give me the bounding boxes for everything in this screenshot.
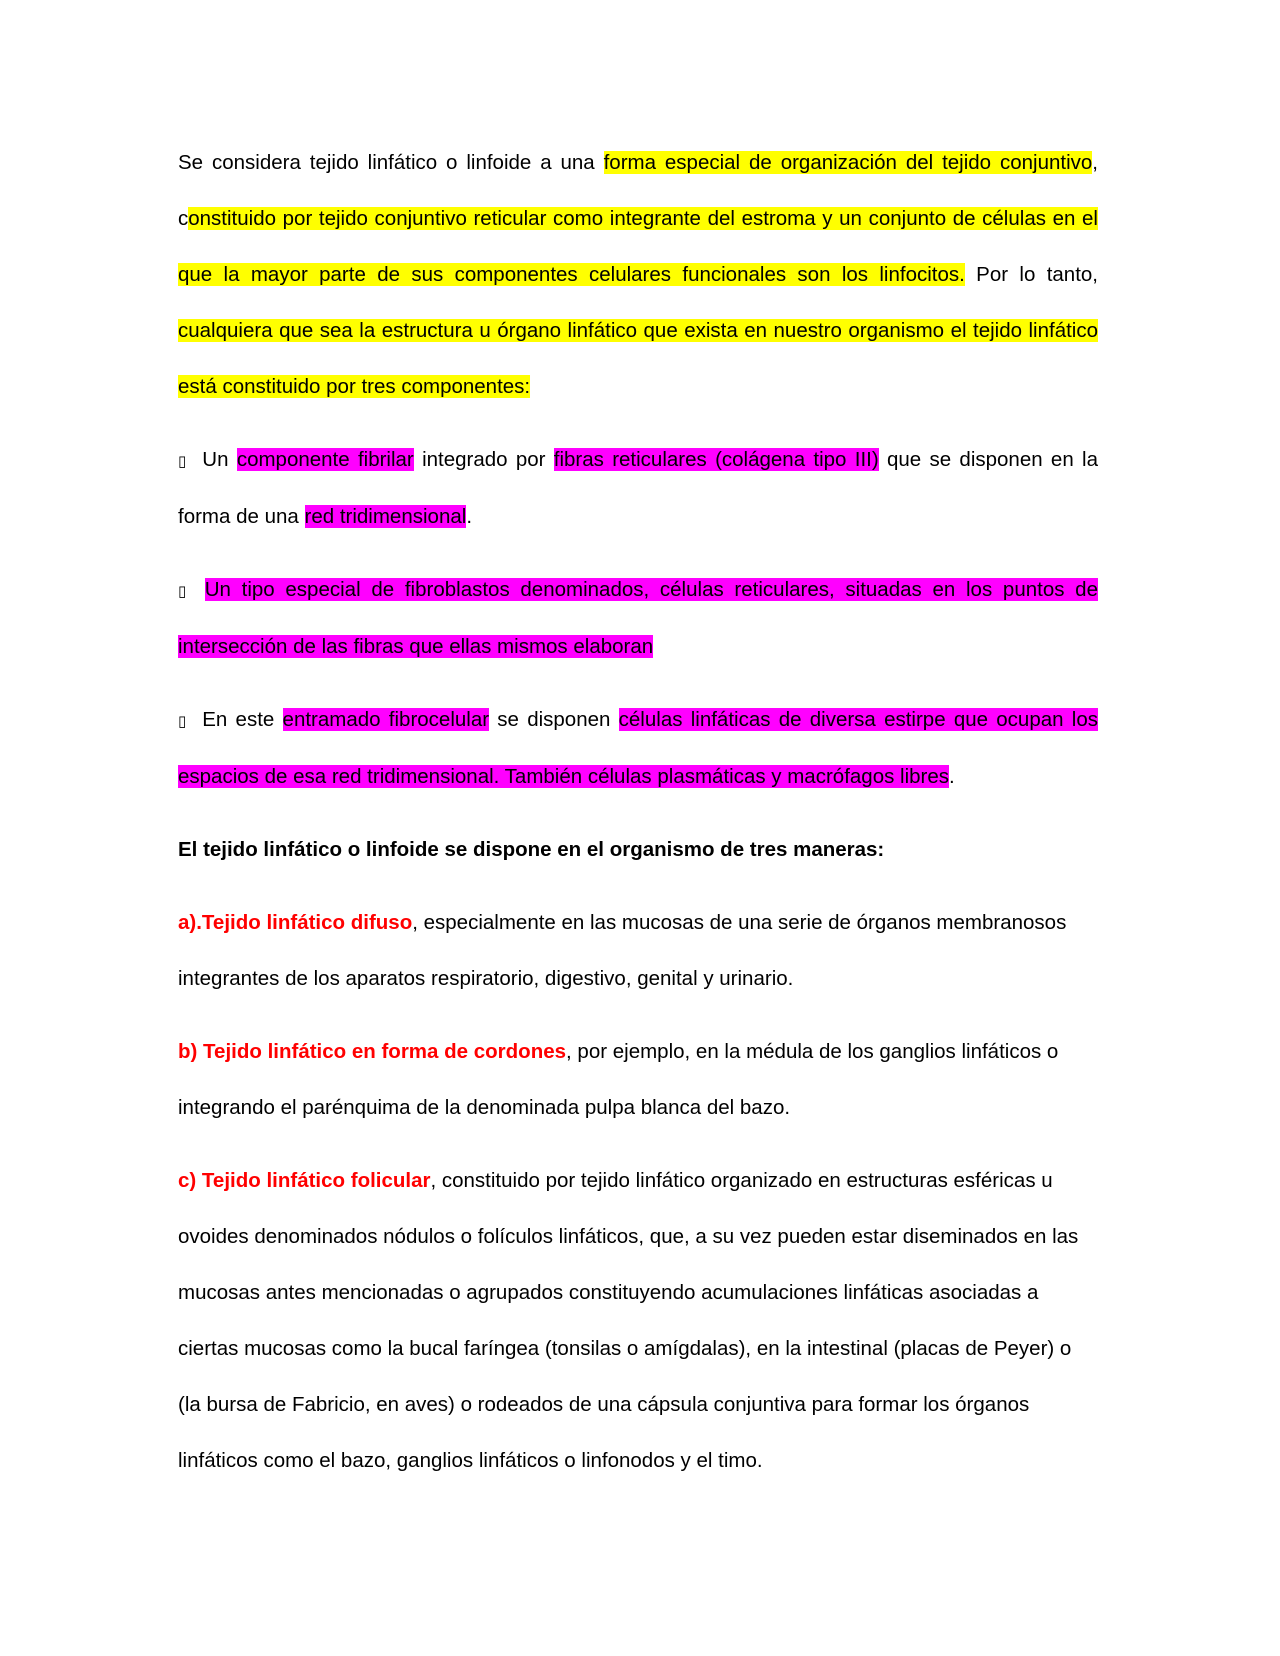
bullet3-text-1: En este (194, 708, 283, 731)
intro-highlight-3: cualquiera que sea la estructura u órgano linfático que exista en nuestro organismo el tejido linfático está constituido por tres componentes: (178, 319, 1098, 398)
item-c-paragraph (178, 1153, 1098, 1489)
bullet-icon: ▯ (178, 452, 187, 470)
bullet-paragraph-3 (178, 692, 1098, 805)
bullet1-text-4: . (466, 505, 473, 528)
item-b-text: , por ejemplo, en la médula de los ganglios linfáticos o integrando el parénquima de la denominada pulpa blanca del bazo. (178, 1040, 1059, 1119)
bullet1-text-2: integrado por (413, 448, 554, 471)
document-page (178, 135, 1098, 1506)
bullet3-highlight-1: entramado fibrocelular (282, 708, 490, 731)
intro-text-3: Por lo tanto, (964, 263, 1098, 286)
intro-text-2: , c (178, 151, 1098, 230)
item-c-label: c) Tejido linfático folicular (178, 1169, 431, 1192)
bullet-icon: ▯ (178, 712, 187, 730)
bullet-paragraph-1 (178, 432, 1098, 545)
item-a-paragraph (178, 895, 1098, 1007)
item-a-label: a).Tejido linfático difuso (178, 911, 413, 934)
intro-highlight-1: forma especial de organización del tejido conjuntivo (603, 151, 1093, 174)
item-b-label: b) Tejido linfático en forma de cordones (178, 1040, 567, 1063)
bullet1-text-3: que se disponen en la forma de una (178, 448, 1098, 528)
bullet3-text-3: . (949, 765, 955, 788)
bullet1-text-1: Un (194, 448, 237, 471)
bullet2-text-1 (194, 578, 205, 601)
item-c-text: , constituido por tejido linfático organizado en estructuras esféricas u ovoides denominados nódulos o folículos linfáticos, que, a su vez pueden estar diseminados en las mucosas antes mencionadas o agrupados constituyendo acumulaciones linfáticas asociadas a ciertas mucosas como la bucal faríngea (tonsilas o amígdalas), en la intestinal (placas de Peyer) o (la bursa de Fabricio, en aves) o rodeados de una cápsula conjuntiva para formar los órganos linfáticos como el bazo, ganglios linfáticos o linfonodos y el timo. (178, 1169, 1079, 1472)
bullet3-text-2: se disponen (489, 708, 619, 731)
intro-highlight-2: onstituido por tejido conjuntivo reticular como integrante del estroma y un conjunto de células en el que la mayor parte de sus componentes celulares funcionales son los linfocitos. (178, 207, 1098, 286)
bullet1-highlight-1: componente fibrilar (236, 448, 414, 471)
bullet-icon: ▯ (178, 582, 187, 600)
item-b-paragraph (178, 1024, 1098, 1136)
section-heading: El tejido linfático o linfoide se dispone en el organismo de tres maneras: (178, 838, 885, 861)
bullet1-highlight-2: fibras reticulares (colágena tipo III) (553, 448, 879, 471)
bullet3-highlight-2: células linfáticas de diversa estirpe que ocupan los espacios de esa red tridimensional. También células plasmáticas y macrófagos libres (178, 708, 1098, 788)
intro-paragraph (178, 135, 1098, 415)
item-a-text: , especialmente en las mucosas de una serie de órganos membranosos integrantes de los aparatos respiratorio, digestivo, genital y urinario. (178, 911, 1067, 990)
bullet-paragraph-2 (178, 562, 1098, 675)
bullet2-highlight-1: Un tipo especial de fibroblastos denominados, células reticulares, situadas en los puntos de intersección de las fibras que ellas mismos elaboran (178, 578, 1098, 658)
intro-text-1: Se considera tejido linfático o linfoide a una (178, 151, 604, 174)
bullet1-highlight-3: red tridimensional (304, 505, 467, 528)
